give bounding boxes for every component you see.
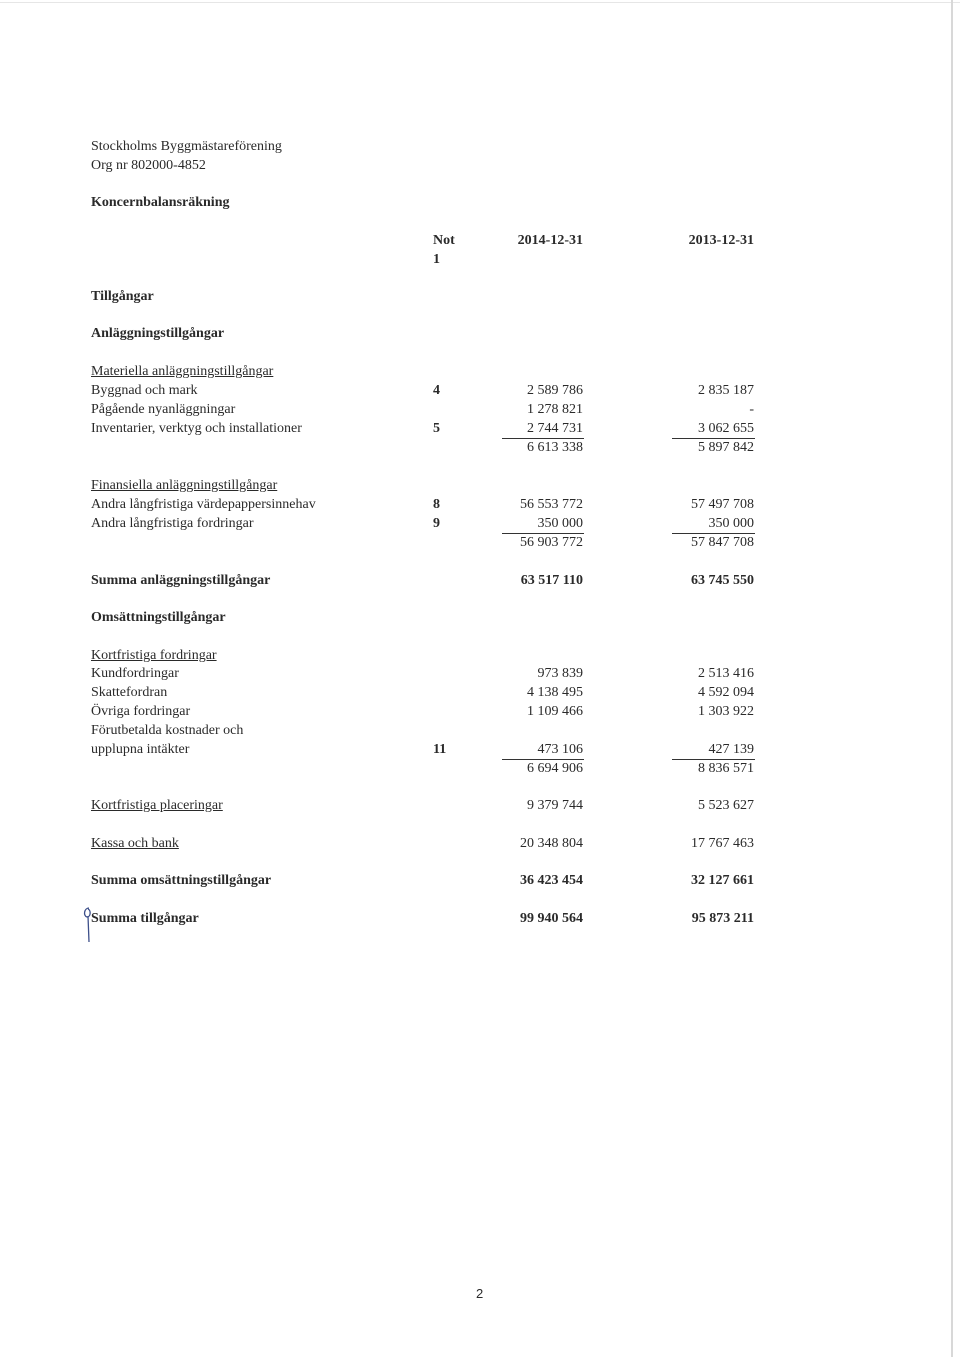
financial-heading: Finansiella anläggningstillgångar <box>91 478 278 493</box>
org-name: Stockholms Byggmästareförening <box>91 139 282 154</box>
row-label: Pågående nyanläggningar <box>91 402 236 417</box>
row-value-2013: 350 000 <box>708 516 754 531</box>
row-value-2014: 1 278 821 <box>527 402 583 417</box>
row-note: 11 <box>433 742 447 757</box>
row-note: 4 <box>433 383 440 398</box>
subtotal-rule <box>672 438 755 439</box>
short-investments-label: Kortfristiga placeringar <box>91 798 223 813</box>
row-value-2013: 427 139 <box>708 742 754 757</box>
sum-fixed-2014: 63 517 110 <box>520 573 583 588</box>
row-value-2014: 4 138 495 <box>527 685 583 700</box>
sum-current-label: Summa omsättningstillgångar <box>91 873 272 888</box>
year1-column-header: 2014-12-31 <box>517 233 583 248</box>
tangible-subtotal-2014: 6 613 338 <box>527 440 583 455</box>
row-value-2014: 2 589 786 <box>527 383 583 398</box>
sum-assets-2013: 95 873 211 <box>691 911 754 926</box>
cash-2014: 20 348 804 <box>520 836 583 851</box>
row-value-2013: 2 835 187 <box>698 383 754 398</box>
subtotal-rule <box>502 438 584 439</box>
row-value-2013: 2 513 416 <box>698 666 754 681</box>
row-value-2013: - <box>749 402 754 417</box>
row-label: Skattefordran <box>91 685 168 700</box>
receivables-heading: Kortfristiga fordringar <box>91 648 217 663</box>
row-note: 5 <box>433 421 440 436</box>
section-fixed-assets: Anläggningstillgångar <box>91 326 225 341</box>
short-investments-2014: 9 379 744 <box>527 798 583 813</box>
row-note: 9 <box>433 516 440 531</box>
sum-current-2014: 36 423 454 <box>520 873 583 888</box>
page-number: 2 <box>476 1286 484 1301</box>
note-column-ref: 1 <box>433 252 440 267</box>
financial-subtotal-2013: 57 847 708 <box>691 535 754 550</box>
receivables-subtotal-2014: 6 694 906 <box>527 761 583 776</box>
tangible-subtotal-2013: 5 897 842 <box>698 440 754 455</box>
short-investments-2013: 5 523 627 <box>698 798 754 813</box>
row-value-2014: 473 106 <box>537 742 583 757</box>
note-column-header: Not <box>433 233 455 248</box>
sum-assets-label: Summa tillgångar <box>91 911 199 926</box>
row-label: Andra långfristiga fordringar <box>91 516 254 531</box>
row-value-2014: 2 744 731 <box>527 421 583 436</box>
subtotal-rule <box>672 759 755 760</box>
row-label: upplupna intäkter <box>91 742 190 757</box>
row-value-2013: 4 592 094 <box>698 685 754 700</box>
subtotal-rule <box>502 533 584 534</box>
document-title: Koncernbalansräkning <box>91 195 230 210</box>
row-value-2013: 1 303 922 <box>698 704 754 719</box>
row-value-2014: 56 553 772 <box>520 497 583 512</box>
row-value-2014: 1 109 466 <box>527 704 583 719</box>
year2-column-header: 2013-12-31 <box>688 233 754 248</box>
section-current-assets: Omsättningstillgångar <box>91 610 226 625</box>
row-label: Kundfordringar <box>91 666 179 681</box>
row-label: Förutbetalda kostnader och <box>91 723 244 738</box>
sum-current-2013: 32 127 661 <box>691 873 754 888</box>
receivables-subtotal-2013: 8 836 571 <box>698 761 754 776</box>
row-note: 8 <box>433 497 440 512</box>
row-label: Byggnad och mark <box>91 383 198 398</box>
org-number: Org nr 802000-4852 <box>91 158 206 173</box>
row-label: Inventarier, verktyg och installationer <box>91 421 302 436</box>
subtotal-rule <box>502 759 584 760</box>
row-value-2014: 350 000 <box>537 516 583 531</box>
sum-assets-2014: 99 940 564 <box>520 911 583 926</box>
row-label: Andra långfristiga värdepappersinnehav <box>91 497 316 512</box>
tangible-heading: Materiella anläggningstillgångar <box>91 364 274 379</box>
section-assets: Tillgångar <box>91 289 154 304</box>
sum-fixed-2013: 63 745 550 <box>691 573 754 588</box>
row-value-2013: 3 062 655 <box>698 421 754 436</box>
scan-edge-right <box>951 0 953 1357</box>
sum-fixed-label: Summa anläggningstillgångar <box>91 573 271 588</box>
subtotal-rule <box>672 533 755 534</box>
financial-subtotal-2014: 56 903 772 <box>520 535 583 550</box>
row-value-2014: 973 839 <box>537 666 583 681</box>
cash-2013: 17 767 463 <box>691 836 754 851</box>
row-label: Övriga fordringar <box>91 704 191 719</box>
cash-label: Kassa och bank <box>91 836 179 851</box>
scan-edge-top <box>0 2 960 3</box>
row-value-2013: 57 497 708 <box>691 497 754 512</box>
